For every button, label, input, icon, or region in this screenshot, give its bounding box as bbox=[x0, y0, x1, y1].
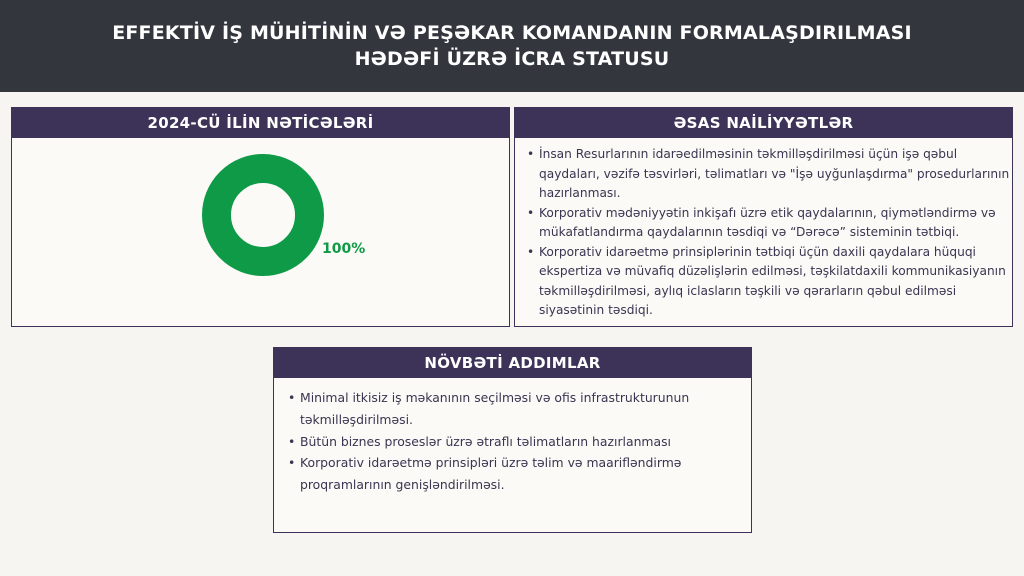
slide-title-line1: EFFEKTİV İŞ MÜHİTİNİN VƏ PEŞƏKAR KOMANDANIN FORMALAŞDIRILMASI bbox=[112, 22, 912, 44]
next-step-item: • Korporativ idarəetmə prinsipləri üzrə təlim və maarifləndirmə proqramlarının genişləndirilməsi. bbox=[280, 452, 743, 496]
next-steps-panel-title: NÖVBƏTİ ADDIMLAR bbox=[274, 348, 751, 378]
achievement-item: • Korporativ mədəniyyətin inkişafı üzrə etik qaydalarının, qiymətləndirmə və mükafatlandırma qaydalarının təsdiqi və “Dərəcə” sisteminin tətbiqi. bbox=[519, 204, 1010, 243]
achievements-panel bbox=[514, 107, 1013, 327]
next-steps-panel bbox=[273, 347, 752, 533]
completion-percent-label: 100% bbox=[322, 241, 366, 257]
slide-title-line2: HƏDƏFİ ÜZRƏ İCRA STATUSU bbox=[354, 48, 670, 70]
next-step-item: • Minimal itkisiz iş məkanının seçilməsi və ofis infrastrukturunun təkmilləşdirilməsi. bbox=[280, 387, 743, 431]
results-panel-title: 2024-CÜ İLİN NƏTİCƏLƏRİ bbox=[12, 108, 509, 138]
achievement-item: • İnsan Resurlarının idarəedilməsinin təkmilləşdirilməsi üçün işə qəbul qaydaları, vəzifə təsvirləri, təlimatları və "İşə uyğunlaşdırma" prosedurlarının hazırlanması. bbox=[519, 145, 1010, 204]
results-panel bbox=[11, 107, 510, 327]
next-step-item: • Bütün biznes proseslər üzrə ətraflı təlimatların hazırlanması bbox=[280, 431, 743, 453]
achievements-list bbox=[515, 138, 1012, 321]
achievement-item: • Korporativ idarəetmə prinsiplərinin tətbiqi üçün daxili qaydalara hüquqi ekspertiza və müvafiq düzəlişlərin edilməsi, təşkilatdaxili kommunikasiyanın təkmilləşdirilməsi, aylıq iclasların təşkili və qərarların qəbul edilməsi siyasətinin təsdiqi. bbox=[519, 243, 1010, 321]
achievements-panel-title: ƏSAS NAİLİYYƏTLƏR bbox=[515, 108, 1012, 138]
completion-donut-chart bbox=[202, 154, 324, 276]
next-steps-list bbox=[274, 378, 751, 496]
slide-header bbox=[0, 0, 1024, 92]
